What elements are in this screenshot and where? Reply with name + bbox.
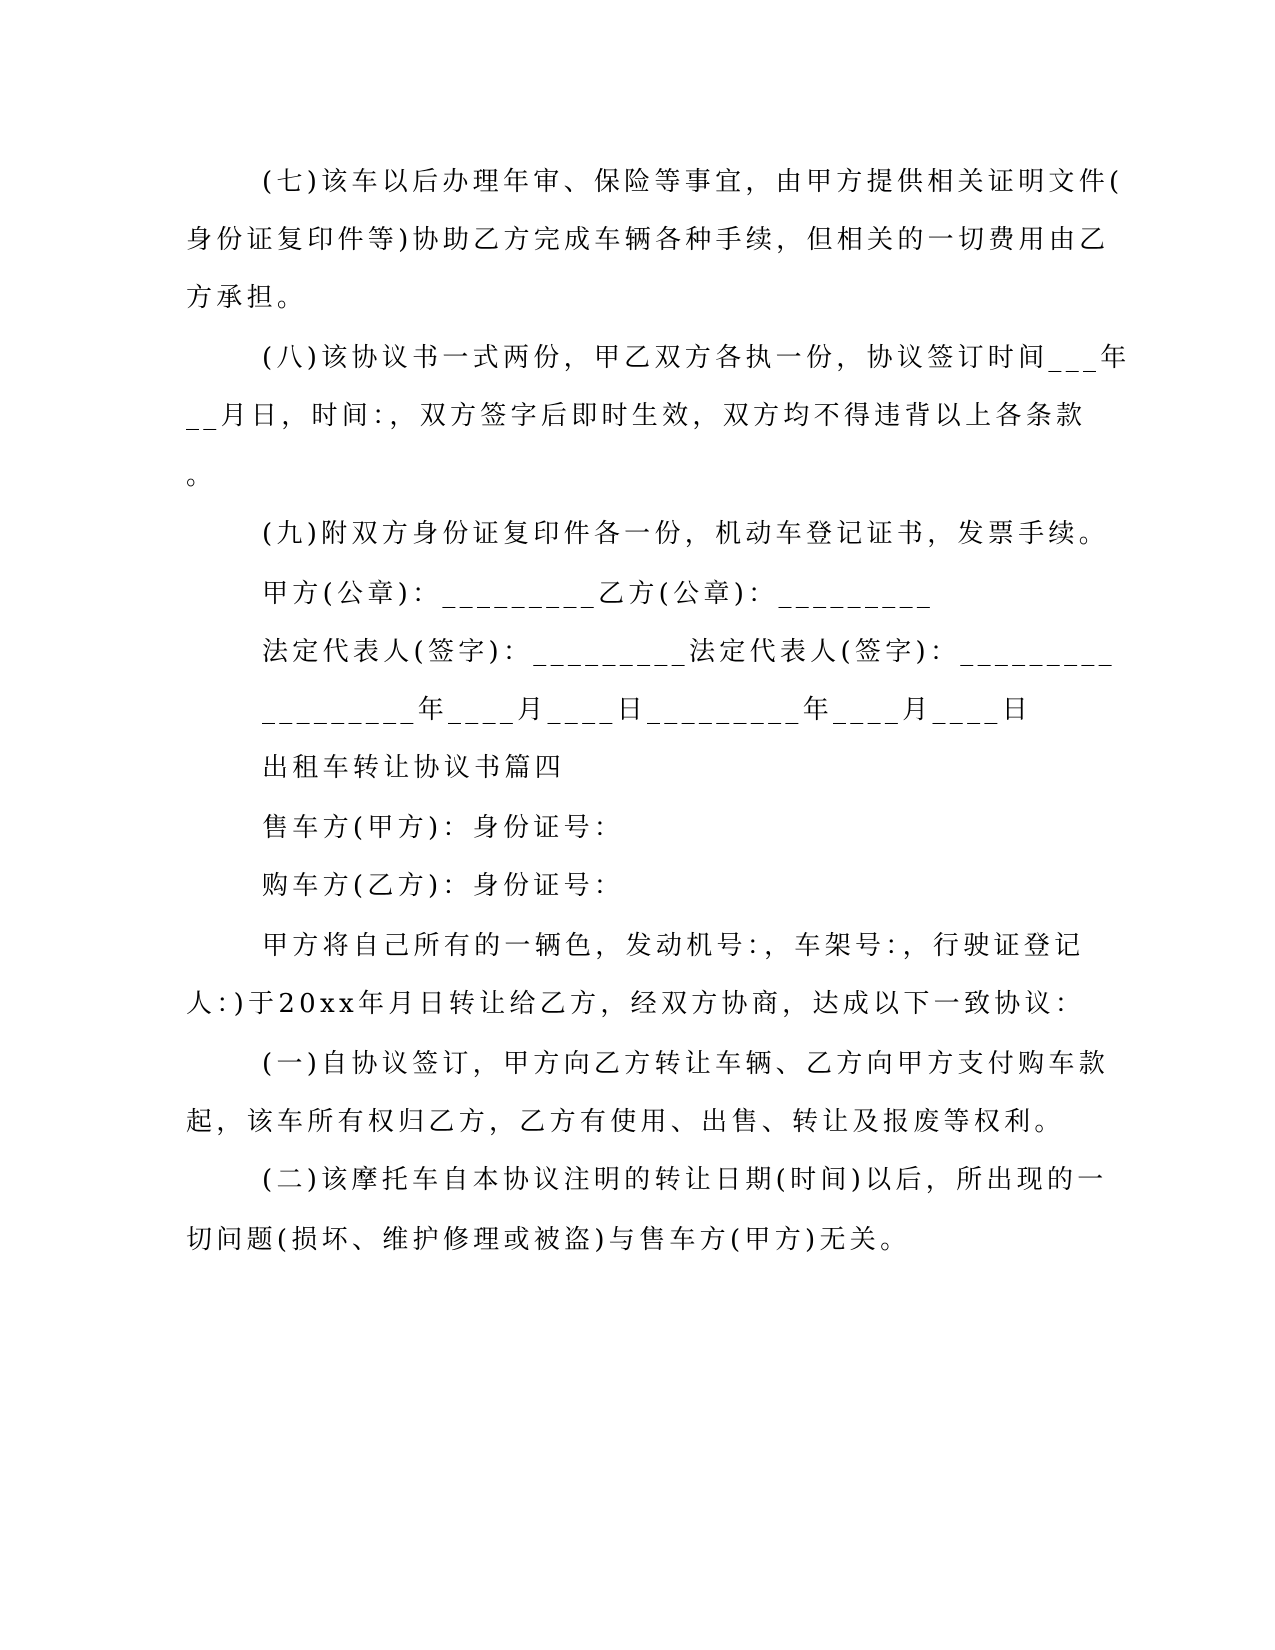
clause-7-line-3: 方承担。 — [186, 283, 308, 313]
clause-1-line-2: 起，该车所有权归乙方，乙方有使用、出售、转让及报废等权利。 — [186, 1107, 1065, 1137]
legal-representative-line: 法定代表人(签字)：_________法定代表人(签字)：_________ — [262, 637, 1116, 667]
clause-7-line-1: (七)该车以后办理年审、保险等事宜，由甲方提供相关证明文件( — [262, 167, 1124, 197]
clause-2-line-2: 切问题(损坏、维护修理或被盗)与售车方(甲方)无关。 — [186, 1225, 911, 1255]
signature-date-line: _________年____月____日_________年____月____日 — [262, 695, 1032, 725]
clause-9: (九)附双方身份证复印件各一份，机动车登记证书，发票手续。 — [262, 519, 1109, 549]
clause-7-line-2: 身份证复印件等)协助乙方完成车辆各种手续，但相关的一切费用由乙 — [186, 225, 1110, 255]
section-heading: 出租车转让协议书篇四 — [262, 753, 566, 783]
clause-8-line-1: (八)该协议书一式两份，甲乙双方各执一份，协议签订时间___年 — [262, 343, 1131, 373]
intro-line-2: 人：)于20xx年月日转让给乙方，经双方协商，达成以下一致协议： — [186, 989, 1086, 1019]
intro-line-1: 甲方将自己所有的一辆色，发动机号：，车架号：，行驶证登记 — [262, 931, 1085, 961]
clause-2-line-1: (二)该摩托车自本协议注明的转让日期(时间)以后，所出现的一 — [262, 1165, 1108, 1195]
clause-1-line-1: (一)自协议签订，甲方向乙方转让车辆、乙方向甲方支付购车款 — [262, 1049, 1109, 1079]
clause-8-line-2: __月日，时间：，双方签字后即时生效，双方均不得违背以上各条款 — [186, 401, 1087, 431]
clause-8-line-3: 。 — [186, 461, 217, 491]
buyer-line: 购车方(乙方)：身份证号： — [262, 871, 625, 901]
seller-line: 售车方(甲方)：身份证号： — [262, 813, 625, 843]
party-seal-line: 甲方(公章)：_________乙方(公章)：_________ — [262, 579, 935, 609]
